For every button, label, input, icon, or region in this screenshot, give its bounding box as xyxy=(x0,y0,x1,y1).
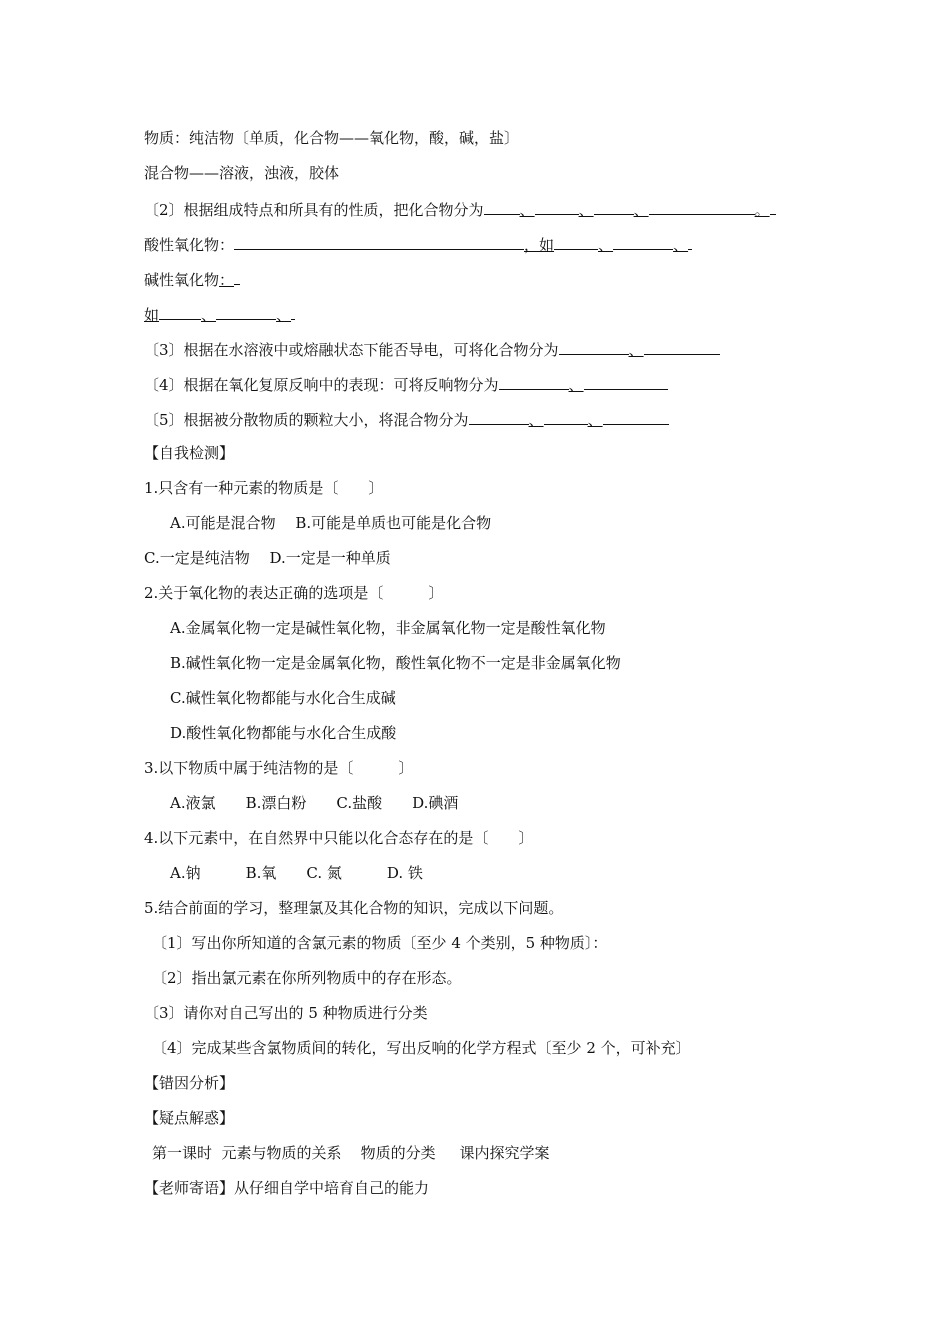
section-doubt-resolution: 【疑点解惑】 xyxy=(144,1109,235,1127)
sep-4-2: 、 xyxy=(598,236,614,254)
question-3: 3.以下物质中属于纯洁物的是〔 〕 xyxy=(144,759,414,777)
question-2-option-a: A.金属氧化物一定是碱性氧化物，非金属氧化物一定是酸性氧化物 xyxy=(170,619,606,637)
text-line-2: 混合物——溶液，浊液，胶体 xyxy=(144,164,340,182)
question-4-options: A.钠 B.氧 C. 氮 D. 铁 xyxy=(170,864,423,882)
blank-4-1[interactable] xyxy=(234,233,524,250)
line-9-text: 〔5〕根据被分散物质的颗粒大小，将混合物分为 xyxy=(144,411,469,429)
blank-6-3 xyxy=(291,303,295,320)
blank-9-2[interactable] xyxy=(544,408,588,425)
teacher-message: 【老师寄语】从仔细自学中培育自己的能力 xyxy=(144,1179,430,1197)
sep-8-1: 、 xyxy=(568,376,584,394)
blank-6-2[interactable] xyxy=(216,303,276,320)
sep-3-1: 、 xyxy=(519,201,535,219)
sep-6-2: 、 xyxy=(276,306,292,324)
text-line-5 xyxy=(144,268,240,290)
blank-9-1[interactable] xyxy=(469,408,529,425)
blank-4-3[interactable] xyxy=(613,233,673,250)
question-5-part-1: 〔1〕写出你所知道的含氯元素的物质〔至少 4 个类别，5 种物质〕： xyxy=(152,934,608,952)
question-5-part-4: 〔4〕完成某些含氯物质间的转化，写出反响的化学方程式〔至少 2 个，可补充〕 xyxy=(152,1039,691,1057)
question-3-options: A.液氯 B.漂白粉 C.盐酸 D.碘酒 xyxy=(170,794,459,812)
text-line-9 xyxy=(144,408,669,430)
line-4-text: 酸性氧化物： xyxy=(144,236,235,254)
line-8-text: 〔4〕根据在氧化复原反响中的表现：可将反响物分为 xyxy=(144,376,499,394)
question-1: 1.只含有一种元素的物质是〔 〕 xyxy=(144,479,384,497)
question-1-options-ab: A.可能是混合物 B.可能是单质也可能是化合物 xyxy=(170,514,492,532)
section-self-check: 【自我检测】 xyxy=(144,444,235,462)
blank-7-1[interactable] xyxy=(559,338,629,355)
blank-4-2[interactable] xyxy=(554,233,598,250)
lesson-heading: 第一课时 元素与物质的关系 物质的分类 课内探究学案 xyxy=(152,1144,550,1162)
sep-6-1: 、 xyxy=(201,306,217,324)
text-line-7 xyxy=(144,338,720,360)
line-7-text: 〔3〕根据在水溶液中或熔融状态下能否导电，可将化合物分为 xyxy=(144,341,559,359)
question-5-part-3: 〔3〕请你对自己写出的 5 种物质进行分类 xyxy=(144,1004,428,1022)
line-5-text: 碱性氧化物 xyxy=(144,271,220,289)
sep-7-1: 、 xyxy=(628,341,644,359)
question-4: 4.以下元素中，在自然界中只能以化合态存在的是〔 〕 xyxy=(144,829,534,847)
sep-3-4: 。 xyxy=(754,201,770,219)
question-2-option-d: D.酸性氧化物都能与水化合生成酸 xyxy=(170,724,397,742)
section-error-analysis: 【错因分析】 xyxy=(144,1074,235,1092)
sep-9-2: 、 xyxy=(587,411,603,429)
question-2-option-c: C.碱性氧化物都能与水化合生成碱 xyxy=(170,689,396,707)
line-3-text: 〔2〕根据组成特点和所具有的性质，把化合物分为 xyxy=(144,201,484,219)
sep-4-1: ，如 xyxy=(524,236,555,254)
text-line-1: 物质：纯洁物〔单质，化合物——氧化物，酸，碱，盐〕 xyxy=(144,129,520,147)
blank-9-3[interactable] xyxy=(603,408,669,425)
sep-3-2: 、 xyxy=(578,201,594,219)
blank-3-3[interactable] xyxy=(594,198,634,215)
text-line-3 xyxy=(144,198,776,220)
line-5-colon: ： xyxy=(219,271,235,289)
text-line-4 xyxy=(144,233,692,255)
text-line-6 xyxy=(144,303,295,325)
blank-3-1[interactable] xyxy=(484,198,520,215)
question-1-options-cd: C.一定是纯洁物 D.一定是一种单质 xyxy=(144,549,391,567)
sep-3-3: 、 xyxy=(633,201,649,219)
question-5: 5.结合前面的学习，整理氯及其化合物的知识，完成以下问题。 xyxy=(144,899,564,917)
blank-6-1[interactable] xyxy=(159,303,201,320)
question-2: 2.关于氧化物的表达正确的选项是〔 〕 xyxy=(144,584,444,602)
sep-4-3: 、 xyxy=(673,236,689,254)
question-2-option-b: B.碱性氧化物一定是金属氧化物，酸性氧化物不一定是非金属氧化物 xyxy=(170,654,621,672)
blank-4-4 xyxy=(688,233,692,250)
blank-8-2[interactable] xyxy=(584,373,668,390)
blank-7-2[interactable] xyxy=(644,338,720,355)
sep-9-1: 、 xyxy=(528,411,544,429)
question-5-part-2: 〔2〕指出氯元素在你所列物质中的存在形态。 xyxy=(152,969,462,987)
blank-3-5 xyxy=(770,198,776,215)
blank-3-2[interactable] xyxy=(535,198,579,215)
blank-5-1[interactable] xyxy=(234,268,240,285)
blank-3-4[interactable] xyxy=(649,198,755,215)
blank-8-1[interactable] xyxy=(499,373,569,390)
line-6-text: 如 xyxy=(144,306,160,324)
text-line-8 xyxy=(144,373,668,395)
